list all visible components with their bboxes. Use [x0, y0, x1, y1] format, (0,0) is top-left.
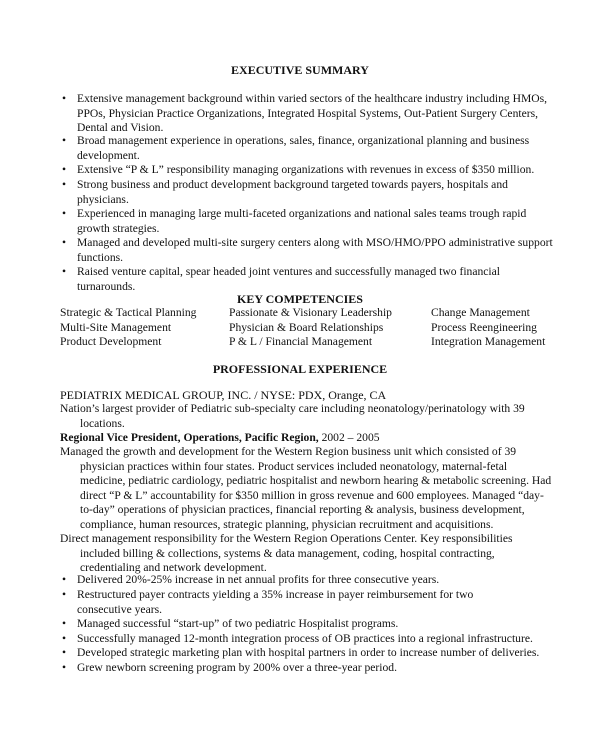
achievement-line: Managed successful “start-up” of two pediatric Hospitalist programs.	[77, 617, 399, 630]
achievement-line: Grew newborn screening program by 200% over a three-year period.	[77, 661, 397, 674]
bullet-icon: •	[62, 163, 67, 176]
achievement-line: Restructured payer contracts yielding a 35% increase in payer reimbursement for two	[77, 588, 474, 601]
bullet-icon: •	[62, 588, 67, 601]
description-line: Nation’s largest provider of Pediatric sub-specialty care including neonatology/perinatology with 39	[60, 402, 525, 415]
summary-line: functions.	[77, 250, 124, 264]
summary-line: growth strategies.	[77, 221, 160, 235]
role-title: Regional Vice President, Operations, Pacific Region,	[60, 431, 319, 444]
summary-line: Extensive “P & L” responsibility managing organizations with revenues in excess of $350 million.	[77, 163, 535, 176]
achievement-line: Delivered 20%-25% increase in net annual profits for three consecutive years.	[77, 573, 440, 586]
summary-line: turnarounds.	[77, 279, 136, 293]
bullet-icon: •	[62, 573, 67, 586]
paragraph-line: medicine, pediatric cardiology, pediatric hospitalist and newborn hearing & metabolic screening. Had	[80, 474, 552, 488]
summary-line: Experienced in managing large multi-faceted organizations and national sales teams trough rapid	[77, 207, 527, 220]
bullet-icon: •	[62, 265, 67, 278]
bullet-icon: •	[62, 661, 67, 674]
competencies-column-1	[60, 306, 196, 350]
achievement-line: Developed strategic marketing plan with hospital partners in order to increase number of deliveries.	[77, 646, 540, 659]
summary-line: Extensive management background within varied sectors of the healthcare industry including HMOs,	[77, 92, 548, 105]
paragraph-line: physician practices within four states. Product services included neonatology, maternal-fetal	[80, 459, 508, 473]
achievement-line: Successfully managed 12-month integration process of OB practices into a regional infrastructure.	[77, 632, 533, 645]
bullet-icon: •	[62, 92, 67, 105]
competency-item: Change Management	[431, 306, 530, 319]
role-line	[60, 431, 380, 446]
bullet-icon: •	[62, 178, 67, 191]
competency-item: Physician & Board Relationships	[229, 320, 384, 334]
competencies-column-3	[431, 306, 545, 350]
paragraph-line: included billing & collections, systems & data management, coding, hospital contracting,	[80, 546, 495, 560]
summary-line: physicians.	[77, 192, 129, 206]
achievement-line: consecutive years.	[77, 602, 162, 616]
paragraph-line: to-day” operations of physician practices, financial reporting & analysis, business development,	[80, 503, 525, 517]
summary-line: Raised venture capital, spear headed joint ventures and successfully managed two financial	[77, 265, 501, 278]
summary-line: Broad management experience in operations, sales, finance, organizational planning and business	[77, 134, 530, 147]
paragraph-line: Managed the growth and development for the Western Region business unit which consisted of 39	[60, 445, 517, 458]
role-paragraph-1	[60, 445, 551, 533]
professional-experience-heading: PROFESSIONAL EXPERIENCE	[212, 362, 388, 376]
paragraph-line: Direct management responsibility for the Western Region Operations Center. Key responsibilities	[60, 532, 513, 545]
competencies-column-2	[229, 306, 392, 350]
competency-item: Multi-Site Management	[60, 320, 172, 334]
bullet-icon: •	[62, 207, 67, 220]
bullet-icon: •	[62, 134, 67, 147]
paragraph-line: direct “P & L” accountability for $350 million in gross revenue and 600 employees. Managed “day-	[80, 488, 544, 502]
paragraph-line: credentialing and network development.	[80, 561, 267, 575]
bullet-icon: •	[62, 617, 67, 630]
bullet-icon: •	[62, 236, 67, 249]
key-competencies-heading: KEY COMPETENCIES	[237, 292, 363, 306]
paragraph-line: compliance, human resources, strategic planning, physician recruitment and acquisitions.	[80, 517, 494, 531]
summary-line: Managed and developed multi-site surgery centers along with MSO/HMO/PPO administrative support	[77, 236, 553, 249]
summary-line: development.	[77, 148, 140, 162]
summary-line: PPOs, Physician Practice Organizations, Integrated Hospital Systems, Out-Patient Surgery Centers,	[77, 106, 538, 120]
bullet-icon: •	[62, 646, 67, 659]
competency-item: Strategic & Tactical Planning	[60, 306, 197, 319]
company-name: PEDIATRIX MEDICAL GROUP, INC. / NYSE: PDX, Orange, CA	[60, 388, 387, 402]
executive-summary-heading: EXECUTIVE SUMMARY	[231, 63, 369, 77]
competency-item: P & L / Financial Management	[229, 335, 373, 349]
role-paragraph-2	[60, 532, 513, 576]
bullet-icon: •	[62, 632, 67, 645]
competency-item: Passionate & Visionary Leadership	[229, 306, 392, 319]
role-dates: 2002 – 2005	[318, 431, 380, 444]
summary-line: Dental and Vision.	[77, 121, 164, 135]
company-description	[60, 402, 525, 431]
summary-line: Strong business and product development background targeted towards payers, hospitals and	[77, 178, 508, 191]
competency-item: Process Reengineering	[431, 320, 537, 334]
competency-item: Integration Management	[431, 335, 546, 349]
competency-item: Product Development	[60, 335, 162, 349]
description-line: locations.	[80, 416, 125, 430]
